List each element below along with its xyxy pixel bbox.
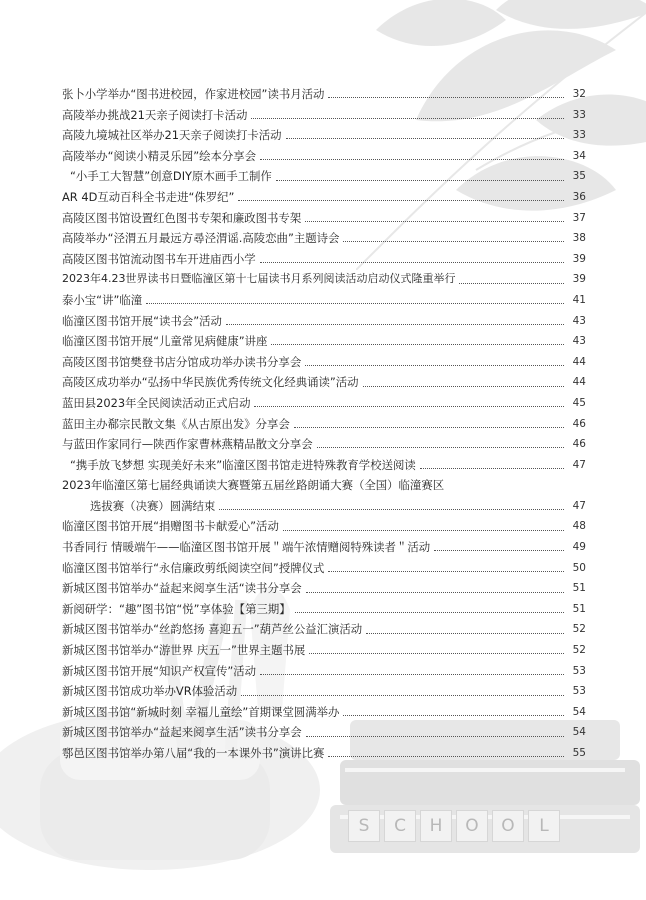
toc-entry[interactable] (62, 352, 586, 373)
toc-page: 48 (572, 520, 586, 533)
leader-dots (306, 591, 564, 593)
toc-title: 泰小宝“讲”临潼 (62, 292, 143, 307)
toc-entry[interactable] (62, 228, 586, 249)
toc-entry[interactable] (62, 558, 586, 579)
toc-title: 高陵区图书馆樊登书店分馆成功举办读书分享会 (62, 354, 302, 369)
toc-title: 新城区图书馆开展“知识产权宣传”活动 (62, 663, 257, 678)
toc-entry[interactable] (62, 537, 586, 558)
toc-entry[interactable] (62, 393, 586, 414)
toc-page: 33 (572, 108, 586, 121)
toc-title: 2023年4.23世界读书日暨临潼区第十七届读书月系列阅读活动启动仪式隆重举行 (62, 272, 456, 286)
leader-dots (343, 714, 564, 716)
toc-title: 2023年临潼区第七届经典诵读大赛暨第五届丝路朗诵大赛（全国）临潼赛区 (62, 478, 445, 493)
toc-page: 51 (572, 602, 586, 615)
toc-page: 39 (572, 273, 586, 286)
leader-dots (251, 117, 564, 119)
toc-page: 49 (572, 541, 586, 554)
toc-page: 36 (572, 190, 586, 203)
leader-dots (459, 282, 564, 284)
leader-dots (305, 364, 564, 366)
toc-title: “携手放飞梦想 实现美好未来”临潼区图书馆走进特殊教育学校送阅读 (70, 457, 416, 472)
leader-dots (260, 673, 564, 675)
school-letter-blocks (348, 810, 560, 842)
toc-entry[interactable] (62, 269, 586, 290)
toc-page: 34 (572, 149, 586, 162)
toc-page: 32 (572, 88, 586, 100)
toc-entry[interactable] (62, 311, 586, 332)
toc-entry[interactable] (62, 578, 586, 599)
toc-entry[interactable] (62, 640, 586, 661)
leader-dots (295, 611, 564, 613)
toc-page: 54 (572, 726, 586, 739)
toc-entry[interactable] (62, 166, 586, 187)
toc-entry[interactable] (62, 516, 586, 537)
toc-entry[interactable] (62, 475, 586, 496)
toc-page: 53 (572, 664, 586, 677)
toc-page: 47 (572, 458, 586, 471)
toc-page: 44 (572, 355, 586, 368)
toc-page: 46 (572, 417, 586, 430)
toc-title: 高陵举办挑战21天亲子阅读打卡活动 (62, 107, 248, 122)
toc-entry[interactable] (62, 599, 586, 620)
leader-dots (271, 343, 564, 345)
toc-entry[interactable] (62, 146, 586, 167)
toc-entry[interactable] (62, 681, 586, 702)
toc-page: 33 (572, 129, 586, 142)
leader-dots (219, 508, 564, 510)
leader-dots (343, 240, 564, 242)
toc-title: 临潼区图书馆开展“读书会”活动 (62, 313, 222, 328)
toc-title: 临潼区图书馆开展“儿童常见病健康”讲座 (62, 334, 268, 349)
leader-dots (283, 529, 564, 531)
toc-entry[interactable] (62, 125, 586, 146)
toc-entry[interactable] (62, 187, 586, 208)
letter-block: S (348, 810, 380, 842)
toc-entry[interactable] (62, 372, 586, 393)
toc-entry[interactable] (62, 743, 586, 764)
toc-entry[interactable] (62, 619, 586, 640)
leader-dots (254, 405, 564, 407)
table-of-contents (62, 84, 586, 764)
leader-dots (238, 199, 564, 201)
toc-title: 新城区图书馆举办“益起来阅享生活“读书分享会 (62, 581, 302, 596)
leader-dots (328, 570, 564, 572)
leader-dots (434, 549, 564, 551)
toc-page: 43 (572, 314, 586, 327)
toc-page: 38 (572, 232, 586, 245)
leader-dots (146, 302, 564, 304)
toc-page: 53 (572, 685, 586, 698)
toc-page: 47 (572, 499, 586, 512)
toc-page: 52 (572, 644, 586, 657)
toc-page: 51 (572, 582, 586, 595)
toc-title: 高陵举办“阅读小精灵乐园”绘本分享会 (62, 148, 257, 163)
toc-title: 书香同行 情暖端午——临潼区图书馆开展＂端午浓情赠阅特殊读者＂活动 (62, 540, 431, 555)
toc-title: 张卜小学举办“图书进校园，作家进校园”读书月活动 (62, 87, 325, 101)
leader-dots (420, 467, 564, 469)
toc-page: 54 (572, 705, 586, 718)
letter-block: C (384, 810, 416, 842)
toc-page: 44 (572, 376, 586, 389)
toc-page: 52 (572, 623, 586, 636)
leader-dots (363, 385, 564, 387)
toc-entry[interactable] (62, 722, 586, 743)
leader-dots (305, 220, 564, 222)
toc-entry[interactable] (62, 208, 586, 229)
toc-title: 蓝田主办郗宗民散文集《从古原出发》分享会 (62, 416, 290, 431)
toc-title: 新城区图书馆举办“游世界 庆五一”世界主题书展 (62, 643, 306, 658)
toc-title: 新城区图书馆举办“益起来阅享生活”读书分享会 (62, 725, 302, 740)
toc-entry[interactable] (62, 702, 586, 723)
letter-block: L (528, 810, 560, 842)
toc-title: 新城区图书馆成功举办VR体验活动 (62, 684, 238, 699)
leader-dots (306, 735, 564, 737)
toc-title: “小手工大智慧”创意DIY原木画手工制作 (70, 169, 272, 184)
toc-title: 新城区图书馆“新城时刻 幸福儿童绘”首期课堂圆满举办 (62, 704, 340, 719)
toc-entry[interactable] (62, 434, 586, 455)
toc-entry[interactable] (62, 249, 586, 270)
toc-entry[interactable] (62, 331, 586, 352)
toc-title: 选拔赛（决赛）圆满结束 (90, 498, 216, 513)
leader-dots (317, 446, 564, 448)
leader-dots (260, 261, 564, 263)
toc-entry[interactable] (62, 84, 586, 105)
toc-entry[interactable] (62, 661, 586, 682)
toc-title: 高陵九境城社区举办21天亲子阅读打卡活动 (62, 128, 282, 143)
toc-entry[interactable] (62, 290, 586, 311)
toc-entry[interactable] (62, 455, 586, 476)
leader-dots (328, 96, 564, 98)
leader-dots (241, 694, 564, 696)
toc-page: 45 (572, 396, 586, 409)
toc-page: 43 (572, 335, 586, 348)
toc-title: 与蓝田作家同行—陕西作家曹林燕精品散文分享会 (62, 437, 313, 452)
letter-block: H (420, 810, 452, 842)
toc-page: 37 (572, 211, 586, 224)
toc-page: 46 (572, 438, 586, 451)
toc-title: 临潼区图书馆开展“捐赠图书卡献爱心”活动 (62, 519, 279, 534)
toc-page: 39 (572, 252, 586, 265)
toc-title: 临潼区图书馆举行“永信廉政剪纸阅读空间”授牌仪式 (62, 560, 325, 575)
toc-title: 高陵区图书馆流动图书车开进庙西小学 (62, 251, 256, 266)
toc-entry[interactable] (62, 414, 586, 435)
letter-block: O (456, 810, 488, 842)
toc-page: 35 (572, 170, 586, 183)
toc-page: 41 (572, 293, 586, 306)
toc-entry[interactable] (62, 496, 586, 517)
toc-page: 55 (572, 747, 586, 759)
leader-dots (226, 323, 564, 325)
leader-dots (260, 158, 564, 160)
toc-title: AR 4D互动百科全书走进“侏罗纪” (62, 189, 235, 204)
leader-dots (366, 632, 564, 634)
toc-title: 高陵举办“泾渭五月最远方尋泾渭谣.高陵恋曲”主题诗会 (62, 231, 340, 246)
toc-title: 蓝田县2023年全民阅读活动正式启动 (62, 395, 251, 410)
toc-title: 新阅研学：“趣”图书馆“悦”享体验【第三期】 (62, 601, 291, 616)
toc-title: 高陵区成功举办“弘扬中华民族优秀传统文化经典诵读”活动 (62, 375, 359, 390)
toc-title: 新城区图书馆举办“丝韵悠扬 喜迎五一”葫芦丝公益汇演活动 (62, 622, 363, 637)
leader-dots (294, 426, 564, 428)
leader-dots (309, 652, 564, 654)
toc-title: 鄠邑区图书馆举办第八届“我的一本课外书”演讲比赛 (62, 746, 325, 760)
toc-entry[interactable] (62, 105, 586, 126)
leader-dots (276, 179, 564, 181)
letter-block: O (492, 810, 524, 842)
toc-title: 高陵区图书馆设置红色图书专架和廉政图书专架 (62, 210, 302, 225)
toc-page: 50 (572, 561, 586, 574)
leader-dots (286, 137, 564, 139)
leader-dots (328, 755, 564, 757)
